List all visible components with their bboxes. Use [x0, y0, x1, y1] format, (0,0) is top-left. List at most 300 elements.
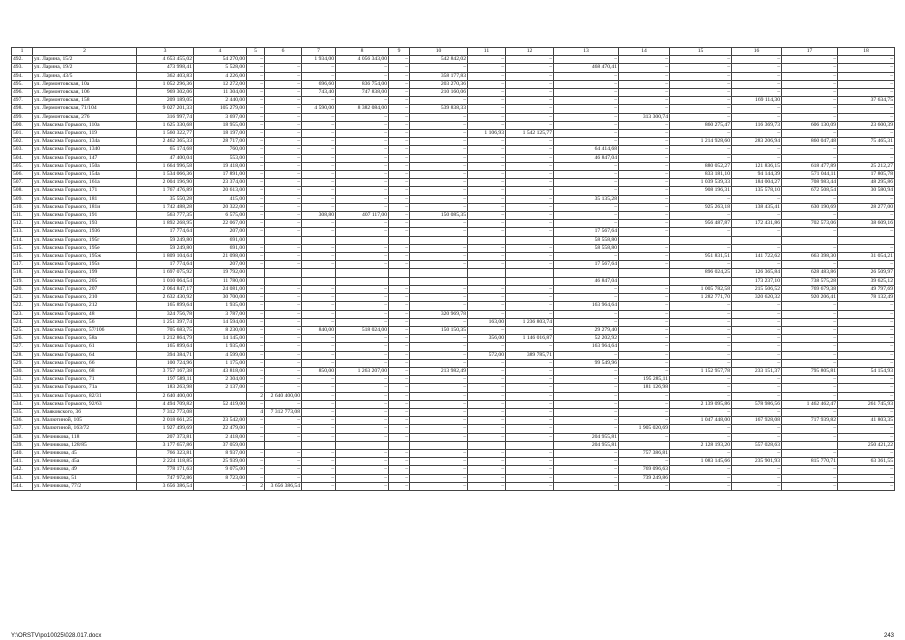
table-cell: – — [336, 179, 389, 187]
table-cell: – — [468, 253, 506, 261]
table-cell: 46 847,04 — [554, 277, 619, 285]
table-cell: 523. — [12, 310, 33, 318]
table-cell: – — [468, 343, 506, 351]
table-cell: 207 373,81 — [137, 433, 194, 441]
table-cell: 8 723,00 — [194, 474, 247, 482]
table-cell — [302, 441, 336, 449]
table-cell: – — [670, 408, 732, 416]
table-cell: – — [670, 154, 732, 162]
table-cell: 58 558,80 — [554, 236, 619, 244]
table-cell: – — [670, 466, 732, 474]
table-cell: 769 096,63 — [619, 466, 670, 474]
table-cell: – — [554, 203, 619, 211]
table-cell: 503. — [12, 146, 33, 154]
table-cell: – — [619, 408, 670, 416]
table-cell: 1 625 330,68 — [137, 121, 194, 129]
table-cell — [247, 269, 265, 277]
table-cell: 757 386,81 — [619, 449, 670, 457]
table-cell: 3 177 657,86 — [137, 441, 194, 449]
table-cell: 28 277,00 — [838, 203, 895, 211]
table-cell: – — [670, 228, 732, 236]
table-cell: 4 494 709,82 — [137, 400, 194, 408]
table-cell: – — [410, 449, 468, 457]
table-body — [12, 48, 895, 491]
table-cell: 1 742 488,28 — [137, 203, 194, 211]
table-row — [12, 195, 895, 203]
table-cell: – — [265, 89, 302, 97]
table-cell: – — [468, 326, 506, 334]
table-cell: – — [336, 261, 389, 269]
table-cell: – — [506, 458, 554, 466]
table-cell: – — [247, 72, 265, 80]
table-cell: 17 774,64 — [137, 228, 194, 236]
table-cell: – — [336, 203, 389, 211]
table-cell: – — [619, 130, 670, 138]
table-cell: – — [265, 351, 302, 359]
table-cell: 663 398,30 — [782, 253, 838, 261]
table-cell: – — [468, 203, 506, 211]
table-cell: – — [838, 318, 895, 326]
table-cell: – — [732, 89, 782, 97]
table-cell: 59 249,80 — [137, 236, 194, 244]
table-cell: – — [554, 72, 619, 80]
table-cell: 7 312 773,08 — [265, 408, 302, 416]
table-cell — [782, 236, 838, 244]
table-cell: – — [265, 466, 302, 474]
table-cell: – — [838, 392, 895, 400]
table-cell: – — [336, 64, 389, 72]
table-cell: – — [506, 244, 554, 252]
table-cell: – — [554, 408, 619, 416]
table-cell: – — [619, 154, 670, 162]
table-cell: – — [782, 113, 838, 121]
table-cell: 21 098,00 — [194, 253, 247, 261]
table-cell: – — [468, 261, 506, 269]
table-cell: – — [389, 351, 410, 359]
table-row — [12, 384, 895, 392]
table-cell: – — [336, 228, 389, 236]
table-cell: – — [468, 310, 506, 318]
table-cell: 1 005 782,58 — [670, 285, 732, 293]
table-cell — [782, 441, 838, 449]
table-cell — [619, 277, 670, 285]
table-cell: – — [506, 482, 554, 490]
table-cell: – — [782, 228, 838, 236]
table-cell — [336, 441, 389, 449]
table-cell: – — [389, 171, 410, 179]
table-cell: 533. — [12, 392, 33, 400]
table-cell: 22 067,00 — [194, 220, 247, 228]
table-cell: – — [670, 72, 732, 80]
table-row — [12, 72, 895, 80]
table-cell: – — [468, 154, 506, 162]
table-cell: 836 754,00 — [336, 80, 389, 88]
table-cell: – — [732, 449, 782, 457]
table-cell: – — [732, 318, 782, 326]
table-cell: – — [247, 97, 265, 105]
table-cell: – — [732, 146, 782, 154]
table-cell: ул. Максима Горького, 119 — [33, 130, 137, 138]
table-cell: – — [247, 425, 265, 433]
table-cell: – — [619, 72, 670, 80]
table-cell: – — [265, 294, 302, 302]
table-cell — [468, 277, 506, 285]
table-cell: – — [670, 212, 732, 220]
table-cell — [410, 236, 468, 244]
table-cell: – — [554, 80, 619, 88]
table-cell: – — [247, 162, 265, 170]
table-cell: 537. — [12, 425, 33, 433]
table-cell: – — [247, 367, 265, 375]
table-cell — [336, 277, 389, 285]
table-cell: – — [619, 392, 670, 400]
table-cell: – — [410, 154, 468, 162]
table-cell: – — [468, 212, 506, 220]
table-cell: 925 263,18 — [670, 203, 732, 211]
table-cell: – — [782, 130, 838, 138]
table-cell: 24 081,00 — [194, 285, 247, 293]
table-cell: – — [732, 384, 782, 392]
header-cell: 7 — [302, 48, 336, 56]
table-cell: 2 440,00 — [194, 97, 247, 105]
table-cell: 63 361,55 — [838, 458, 895, 466]
table-cell: – — [389, 400, 410, 408]
table-cell: – — [732, 335, 782, 343]
table-cell: – — [247, 474, 265, 482]
table-cell: – — [619, 302, 670, 310]
table-cell: – — [302, 482, 336, 490]
table-cell: – — [336, 220, 389, 228]
table-cell — [670, 236, 732, 244]
table-row — [12, 80, 895, 88]
table-cell: – — [247, 228, 265, 236]
table-cell: 705 683,75 — [137, 326, 194, 334]
table-cell: – — [336, 294, 389, 302]
table-cell: ул. Максима Горького, 134а — [33, 138, 137, 146]
table-cell: – — [468, 367, 506, 375]
table-cell: – — [302, 146, 336, 154]
table-cell: 514. — [12, 236, 33, 244]
table-cell: 163 964,64 — [554, 302, 619, 310]
table-cell: ул. Ларина, 43/5 — [33, 72, 137, 80]
table-cell: – — [506, 187, 554, 195]
table-cell: – — [468, 449, 506, 457]
table-row — [12, 64, 895, 72]
table-cell: 502. — [12, 138, 33, 146]
table-cell: – — [302, 376, 336, 384]
table-cell: 1 697 075,92 — [137, 269, 194, 277]
table-cell: – — [265, 302, 302, 310]
table-cell: 493. — [12, 64, 33, 72]
table-cell: – — [732, 113, 782, 121]
table-cell: – — [670, 318, 732, 326]
table-cell: 531. — [12, 376, 33, 384]
table-cell: – — [619, 253, 670, 261]
table-cell: 766 323,81 — [137, 449, 194, 457]
table-cell — [265, 236, 302, 244]
table-row — [12, 425, 895, 433]
table-cell: – — [468, 56, 506, 64]
table-cell: – — [619, 187, 670, 195]
table-row — [12, 130, 895, 138]
table-cell: – — [389, 318, 410, 326]
table-cell: – — [670, 326, 732, 334]
table-cell: – — [468, 105, 506, 113]
table-cell: – — [410, 294, 468, 302]
table-row — [12, 212, 895, 220]
table-cell: 183 263,98 — [137, 384, 194, 392]
table-cell: ул. Малютиной, 105 — [33, 417, 137, 425]
table-cell: – — [506, 220, 554, 228]
table-cell: 520. — [12, 285, 33, 293]
table-cell: – — [670, 433, 732, 441]
table-cell: – — [468, 466, 506, 474]
table-cell — [265, 441, 302, 449]
table-cell: – — [265, 253, 302, 261]
header-cell: 11 — [468, 48, 506, 56]
table-cell: – — [506, 326, 554, 334]
table-cell: 150 085,35 — [410, 212, 468, 220]
table-cell: – — [302, 187, 336, 195]
table-cell: – — [619, 212, 670, 220]
table-cell: 4 226,00 — [194, 72, 247, 80]
table-cell: 747 838,00 — [336, 89, 389, 97]
table-cell: 150 150,35 — [410, 326, 468, 334]
table-cell: – — [782, 359, 838, 367]
table-cell: 173 237,10 — [732, 277, 782, 285]
table-cell: – — [410, 113, 468, 121]
table-cell: – — [506, 162, 554, 170]
table-row — [12, 154, 895, 162]
table-cell: – — [247, 351, 265, 359]
table-cell: – — [732, 482, 782, 490]
table-cell: – — [389, 105, 410, 113]
table-cell: – — [554, 392, 619, 400]
table-cell: – — [506, 146, 554, 154]
table-cell: – — [247, 89, 265, 97]
table-cell: – — [247, 195, 265, 203]
table-cell: – — [732, 80, 782, 88]
table-cell: – — [838, 154, 895, 162]
table-cell: – — [247, 261, 265, 269]
table-cell: – — [838, 64, 895, 72]
table-row — [12, 449, 895, 457]
table-cell: – — [302, 310, 336, 318]
table-cell: – — [247, 179, 265, 187]
table-cell: – — [506, 343, 554, 351]
table-cell: – — [506, 417, 554, 425]
table-cell: – — [265, 474, 302, 482]
table-cell: 512. — [12, 220, 33, 228]
table-cell: – — [410, 392, 468, 400]
table-cell: 628 483,86 — [782, 269, 838, 277]
table-cell: 760,00 — [194, 146, 247, 154]
table-cell: 497. — [12, 97, 33, 105]
table-cell: – — [732, 326, 782, 334]
table-cell: – — [670, 376, 732, 384]
table-cell: – — [619, 359, 670, 367]
table-cell: 78 132,49 — [838, 294, 895, 302]
table-cell: 501. — [12, 130, 33, 138]
table-cell: – — [302, 97, 336, 105]
table-cell: – — [389, 392, 410, 400]
table-cell: – — [506, 425, 554, 433]
table-cell: – — [554, 138, 619, 146]
table-cell: ул. Лермонтовская, 10а — [33, 80, 137, 88]
table-cell: 54 270,00 — [194, 56, 247, 64]
table-cell: 504. — [12, 154, 33, 162]
table-cell: ул. Максима Горького, 161а — [33, 179, 137, 187]
table-cell: 197 589,11 — [137, 376, 194, 384]
table-cell: – — [732, 244, 782, 252]
table-cell: – — [265, 384, 302, 392]
table-cell: 358 177,83 — [410, 72, 468, 80]
table-cell: – — [506, 121, 554, 129]
table-cell — [506, 441, 554, 449]
table-row — [12, 105, 895, 113]
table-cell: – — [619, 56, 670, 64]
table-cell: 207,00 — [194, 228, 247, 236]
table-cell: 2 640 400,00 — [137, 392, 194, 400]
table-cell: – — [670, 384, 732, 392]
table-cell: 30 700,00 — [194, 294, 247, 302]
table-cell: 539. — [12, 441, 33, 449]
table-cell: – — [265, 97, 302, 105]
table-cell — [247, 441, 265, 449]
table-cell: – — [265, 146, 302, 154]
table-cell — [468, 441, 506, 449]
table-cell: – — [619, 261, 670, 269]
table-cell: – — [336, 400, 389, 408]
table-cell: – — [410, 302, 468, 310]
table-cell: 207,00 — [194, 261, 247, 269]
table-cell: – — [336, 253, 389, 261]
table-cell: – — [782, 89, 838, 97]
table-cell: – — [265, 343, 302, 351]
table-cell: – — [265, 310, 302, 318]
table-cell: 4 653 455,02 — [137, 56, 194, 64]
table-cell: 528. — [12, 351, 33, 359]
table-cell: – — [265, 261, 302, 269]
table-cell: – — [247, 449, 265, 457]
table-cell: 17 891,00 — [194, 171, 247, 179]
table-cell: – — [732, 228, 782, 236]
header-cell: 18 — [838, 48, 895, 56]
table-cell: – — [410, 121, 468, 129]
table-cell: – — [247, 244, 265, 252]
table-cell: ул. Максима Горького, 64 — [33, 351, 137, 359]
table-cell: – — [619, 343, 670, 351]
table-cell: – — [302, 335, 336, 343]
table-cell: – — [336, 466, 389, 474]
table-cell: – — [782, 466, 838, 474]
table-row — [12, 269, 895, 277]
table-cell: ул. Максима Горького, 61 — [33, 343, 137, 351]
table-cell: – — [732, 466, 782, 474]
table-cell: 172 431,86 — [732, 220, 782, 228]
table-cell: 22 479,00 — [194, 425, 247, 433]
table-cell: – — [619, 97, 670, 105]
table-cell: – — [336, 474, 389, 482]
table-cell: – — [782, 474, 838, 482]
table-cell: 507. — [12, 179, 33, 187]
table-cell: – — [247, 318, 265, 326]
table-row — [12, 466, 895, 474]
table-cell: 8 382 084,00 — [336, 105, 389, 113]
table-cell: – — [410, 384, 468, 392]
table-row — [12, 400, 895, 408]
table-cell: – — [619, 294, 670, 302]
table-cell — [732, 236, 782, 244]
table-cell: 708 983,44 — [782, 179, 838, 187]
table-cell — [302, 269, 336, 277]
table-cell: – — [554, 162, 619, 170]
table-cell: – — [336, 285, 389, 293]
table-cell: – — [302, 220, 336, 228]
table-cell: 468 470,41 — [554, 64, 619, 72]
table-cell: – — [265, 72, 302, 80]
table-cell: 521. — [12, 294, 33, 302]
table-cell: 11 304,00 — [194, 89, 247, 97]
table-row — [12, 335, 895, 343]
table-cell: – — [265, 138, 302, 146]
table-cell: – — [782, 302, 838, 310]
table-cell: 195 285,11 — [619, 376, 670, 384]
table-cell: – — [265, 449, 302, 457]
table-cell: 2 — [247, 392, 265, 400]
table-cell: 920 206,41 — [782, 294, 838, 302]
table-cell: ул. Максима Горького, 66 — [33, 359, 137, 367]
table-cell: – — [410, 433, 468, 441]
table-cell: 7 312 773,08 — [137, 408, 194, 416]
header-cell: 1 — [12, 48, 33, 56]
table-cell: 75 465,31 — [838, 138, 895, 146]
table-row — [12, 113, 895, 121]
table-cell: – — [782, 433, 838, 441]
table-cell: – — [554, 130, 619, 138]
table-cell: 167 928,08 — [732, 417, 782, 425]
table-cell: 2 139 095,86 — [670, 400, 732, 408]
table-cell: – — [302, 154, 336, 162]
table-cell: – — [782, 146, 838, 154]
table-cell: 3 757 167,38 — [137, 367, 194, 375]
table-cell: – — [619, 482, 670, 490]
table-cell: – — [838, 376, 895, 384]
table-cell: 39 625,12 — [838, 277, 895, 285]
table-cell: 165 899,64 — [137, 343, 194, 351]
table-cell: 738 575,28 — [782, 277, 838, 285]
table-cell: – — [468, 392, 506, 400]
table-cell — [336, 269, 389, 277]
table-cell: – — [265, 113, 302, 121]
table-cell: 18 197,00 — [194, 130, 247, 138]
table-cell: 4 590,00 — [302, 105, 336, 113]
table-cell: – — [265, 433, 302, 441]
table-cell: – — [468, 72, 506, 80]
table-cell: – — [670, 64, 732, 72]
table-cell: – — [389, 130, 410, 138]
table-cell: – — [302, 179, 336, 187]
table-cell: 529. — [12, 359, 33, 367]
table-cell: 578 986,56 — [732, 400, 782, 408]
table-cell: – — [410, 97, 468, 105]
table-cell: – — [336, 121, 389, 129]
table-row — [12, 474, 895, 482]
table-cell — [619, 236, 670, 244]
table-cell: – — [247, 154, 265, 162]
table-cell: – — [619, 417, 670, 425]
table-cell: – — [619, 367, 670, 375]
